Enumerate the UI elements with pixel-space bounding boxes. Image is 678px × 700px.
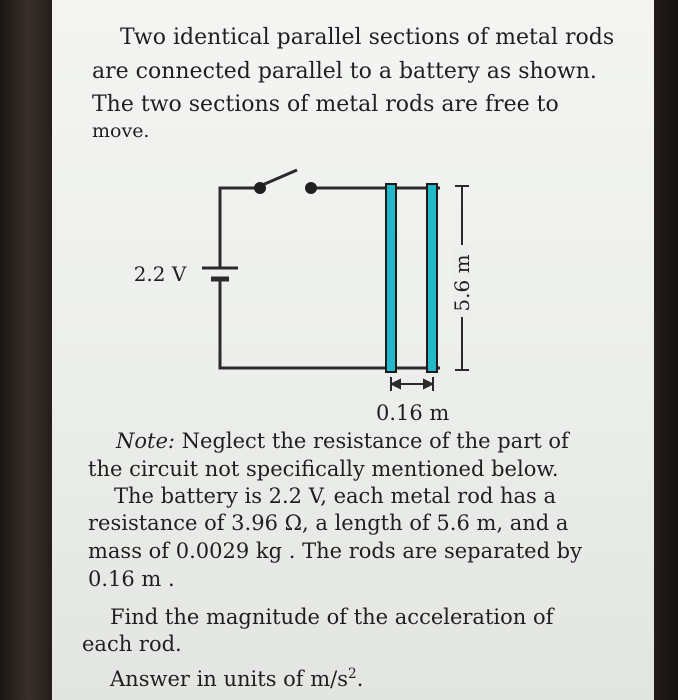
question-line-2: each rod.	[82, 632, 182, 656]
metal-rod-left	[386, 184, 396, 372]
rod-length-label: 5.6 m	[450, 254, 474, 312]
note-line-3: The battery is 2.2 V, each metal rod has a	[114, 484, 556, 508]
intro-line-1: Two identical parallel sections of metal rods	[120, 25, 615, 50]
switch-blade	[260, 170, 297, 186]
answer-units-line	[110, 661, 363, 693]
note-line-1	[116, 428, 569, 455]
monitor-bezel-left	[0, 0, 52, 700]
question-line-1: Find the magnitude of the acceleration of	[110, 605, 554, 629]
answer-unit-base: m/s	[310, 667, 349, 691]
answer-unit	[310, 667, 356, 691]
wire-left-top	[220, 188, 257, 268]
note-line-4: resistance of 3.96 Ω, a length of 5.6 m, and a	[88, 511, 569, 535]
note-line-2: the circuit not specifically mentioned below.	[88, 457, 559, 481]
answer-unit-exponent: 2	[348, 666, 357, 682]
separation-arrow-right	[424, 380, 432, 388]
switch-terminal-right	[305, 182, 317, 194]
wire-bottom	[220, 292, 440, 368]
answer-prefix: Answer in units of	[110, 667, 304, 691]
note-line-5: mass of 0.0029 kg . The rods are separated by	[88, 539, 582, 563]
battery-voltage-label: 2.2 V	[133, 262, 187, 286]
note-label: Note:	[116, 429, 175, 453]
intro-line-3: The two sections of metal rods are free to	[92, 92, 559, 117]
switch-terminal-left	[254, 182, 266, 194]
metal-rod-right	[427, 184, 437, 372]
intro-line-2: are connected parallel to a battery as shown.	[92, 59, 597, 84]
note-first-line: Neglect the resistance of the part of	[181, 429, 569, 453]
monitor-bezel-right	[654, 0, 678, 700]
intro-line-4: move.	[92, 120, 150, 142]
answer-suffix: .	[356, 667, 364, 691]
circuit-diagram	[52, 0, 654, 430]
separation-label: 0.16 m	[376, 401, 450, 425]
separation-arrow-left	[392, 380, 400, 388]
note-line-6: 0.16 m .	[88, 567, 175, 591]
problem-page	[52, 0, 654, 700]
